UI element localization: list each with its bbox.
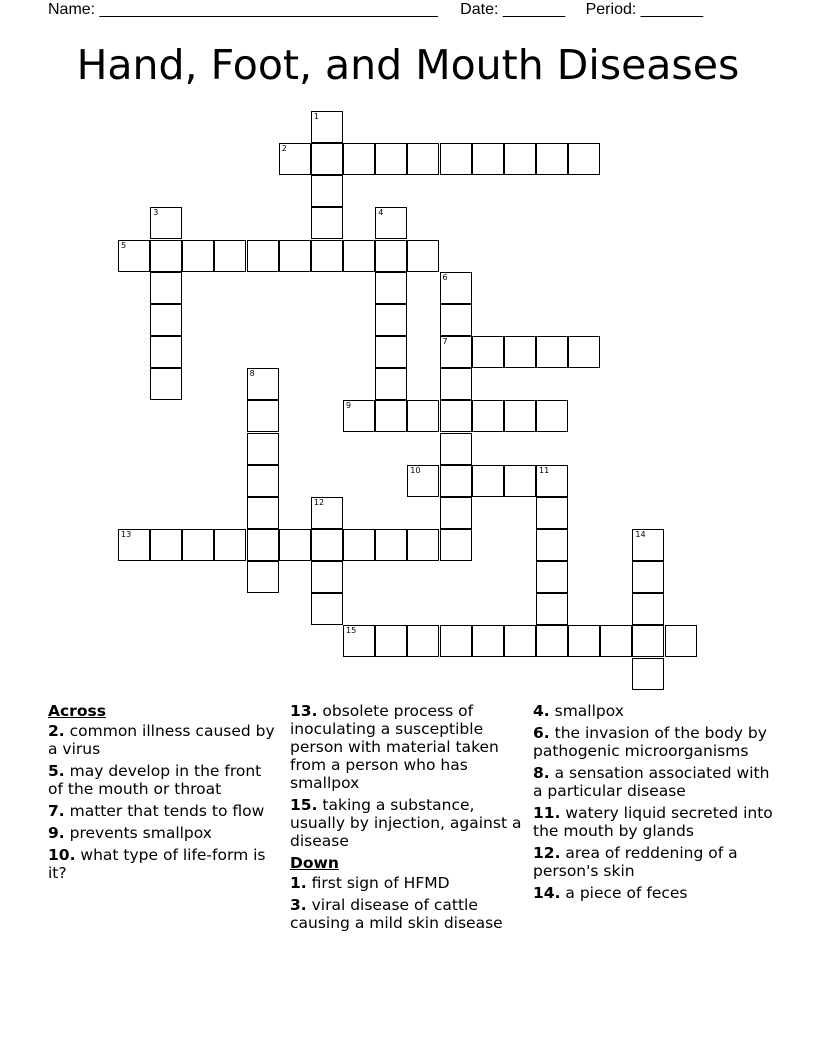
grid-cell[interactable] xyxy=(311,143,343,175)
clue-column-3 xyxy=(533,702,773,906)
cell-number: 2 xyxy=(281,144,287,154)
cell-number: 14 xyxy=(635,530,646,539)
grid-cell[interactable] xyxy=(440,625,472,657)
clue-down-11: 11. watery liquid secreted into the mouth by glands xyxy=(533,804,773,840)
grid-cell[interactable] xyxy=(504,625,536,657)
grid-cell[interactable] xyxy=(536,143,568,175)
cell-number: 11 xyxy=(539,465,550,475)
grid-cell[interactable] xyxy=(440,368,472,400)
grid-cell[interactable] xyxy=(407,400,439,432)
grid-cell[interactable] xyxy=(311,207,343,239)
grid-cell[interactable] xyxy=(407,529,439,561)
cell-number: 12 xyxy=(313,497,325,507)
cell-number: 10 xyxy=(410,465,421,475)
grid-cell[interactable] xyxy=(632,561,664,593)
grid-cell[interactable] xyxy=(247,400,279,432)
clue-across-7: 7. matter that tends to flow xyxy=(48,802,265,820)
grid-cell[interactable] xyxy=(536,529,568,561)
grid-cell[interactable] xyxy=(343,529,375,561)
clue-across-13: 13. obsolete process of inoculating a susceptible person with material taken from a person who has smallpox xyxy=(290,702,499,792)
grid-cell[interactable] xyxy=(536,336,568,368)
grid-cell[interactable] xyxy=(311,497,343,529)
grid-cell[interactable] xyxy=(472,400,504,432)
clue-down-12: 12. area of reddening of a person's skin xyxy=(533,844,738,880)
grid-cell[interactable] xyxy=(472,625,504,657)
grid-cell[interactable] xyxy=(407,240,439,272)
grid-cell[interactable] xyxy=(150,207,182,239)
grid-cell[interactable] xyxy=(150,529,182,561)
grid-cell[interactable] xyxy=(504,143,536,175)
cell-number: 9 xyxy=(346,401,352,411)
clue-across-15: 15. taking a substance, usually by injection, against a disease xyxy=(290,796,522,850)
grid-cell[interactable] xyxy=(440,304,472,336)
grid-cell[interactable] xyxy=(150,304,182,336)
cell-number: 8 xyxy=(249,369,255,379)
grid-cell[interactable] xyxy=(311,593,343,625)
cell-number: 15 xyxy=(346,626,357,636)
grid-cell[interactable] xyxy=(375,304,407,336)
grid-cell[interactable] xyxy=(536,497,568,529)
grid-cell[interactable] xyxy=(440,465,472,497)
grid-cell[interactable] xyxy=(343,143,375,175)
grid-cell[interactable] xyxy=(311,175,343,207)
grid-cell[interactable] xyxy=(182,529,214,561)
grid-cell[interactable] xyxy=(440,336,472,368)
grid-cell[interactable] xyxy=(536,593,568,625)
grid-cell[interactable] xyxy=(568,336,600,368)
grid-cell[interactable] xyxy=(440,497,472,529)
grid-cell[interactable] xyxy=(214,240,246,272)
grid-cell[interactable] xyxy=(504,400,536,432)
grid-cell[interactable] xyxy=(536,561,568,593)
grid-cell[interactable] xyxy=(536,625,568,657)
grid-cell[interactable] xyxy=(375,272,407,304)
cell-number: 6 xyxy=(442,272,448,282)
grid-cell[interactable] xyxy=(279,240,311,272)
grid-cell[interactable] xyxy=(247,368,279,400)
grid-cell[interactable] xyxy=(375,529,407,561)
clue-down-6: 6. the invasion of the body by pathogenic microorganisms xyxy=(533,724,767,760)
grid-cell[interactable] xyxy=(536,400,568,432)
grid-cell[interactable] xyxy=(440,143,472,175)
grid-cell[interactable] xyxy=(440,400,472,432)
grid-cell[interactable] xyxy=(536,465,568,497)
grid-cell[interactable] xyxy=(343,240,375,272)
grid-cell[interactable] xyxy=(472,336,504,368)
date-field-label[interactable]: Date: _______ xyxy=(460,1,566,18)
grid-cell[interactable] xyxy=(150,336,182,368)
clue-down-4: 4. smallpox xyxy=(533,702,624,720)
grid-cell[interactable] xyxy=(375,368,407,400)
grid-cell[interactable] xyxy=(375,240,407,272)
grid-cell[interactable] xyxy=(247,433,279,465)
clue-across-9: 9. prevents smallpox xyxy=(48,824,212,842)
across-heading: Across xyxy=(48,702,106,720)
grid-cell[interactable] xyxy=(150,240,182,272)
grid-cell[interactable] xyxy=(118,529,150,561)
grid-cell[interactable] xyxy=(247,240,279,272)
grid-cell[interactable] xyxy=(375,625,407,657)
grid-cell[interactable] xyxy=(343,625,375,657)
grid-cell[interactable] xyxy=(247,497,279,529)
grid-cell[interactable] xyxy=(632,593,664,625)
grid-cell[interactable] xyxy=(472,465,504,497)
grid-cell[interactable] xyxy=(665,625,697,657)
clue-column-1 xyxy=(48,702,278,886)
worksheet-header xyxy=(48,0,703,20)
grid-cell[interactable] xyxy=(311,111,343,143)
grid-cell[interactable] xyxy=(600,625,632,657)
grid-cell[interactable] xyxy=(504,336,536,368)
grid-cell[interactable] xyxy=(118,240,150,272)
grid-cell[interactable] xyxy=(311,561,343,593)
clue-down-3: 3. viral disease of cattle causing a mild skin disease xyxy=(290,896,503,932)
grid-cell[interactable] xyxy=(440,272,472,304)
clue-across-5: 5. may develop in the front of the mouth or throat xyxy=(48,762,262,798)
grid-cell[interactable] xyxy=(632,529,664,561)
grid-cell[interactable] xyxy=(247,561,279,593)
grid-cell[interactable] xyxy=(150,368,182,400)
grid-cell[interactable] xyxy=(568,625,600,657)
grid-cell[interactable] xyxy=(440,529,472,561)
grid-cell[interactable] xyxy=(279,529,311,561)
clue-down-1: 1. first sign of HFMD xyxy=(290,874,450,892)
grid-cell[interactable] xyxy=(407,625,439,657)
grid-cell[interactable] xyxy=(632,658,664,690)
grid-cell[interactable] xyxy=(311,529,343,561)
name-field-label[interactable]: Name: ______________________________________ xyxy=(48,1,438,18)
grid-cell[interactable] xyxy=(568,143,600,175)
grid-cell[interactable] xyxy=(343,400,375,432)
grid-cell[interactable] xyxy=(247,529,279,561)
clue-down-8: 8. a sensation associated with a particular disease xyxy=(533,764,770,800)
period-field-label[interactable]: Period: _______ xyxy=(585,1,704,18)
clue-across-2: 2. common illness caused by a virus xyxy=(48,722,275,758)
cell-number: 7 xyxy=(442,337,448,346)
grid-cell[interactable] xyxy=(375,143,407,175)
grid-cell[interactable] xyxy=(182,240,214,272)
puzzle-title: Hand, Foot, and Mouth Diseases xyxy=(76,41,740,89)
grid-cell[interactable] xyxy=(375,207,407,239)
down-heading: Down xyxy=(290,854,339,872)
clue-column-2 xyxy=(290,702,522,936)
clue-down-14: 14. a piece of feces xyxy=(533,884,688,902)
clue-across-10: 10. what type of life-form is it? xyxy=(48,846,266,882)
grid-cell[interactable] xyxy=(472,143,504,175)
grid-cell[interactable] xyxy=(407,465,439,497)
grid-cell[interactable] xyxy=(247,465,279,497)
grid-cell[interactable] xyxy=(214,529,246,561)
grid-cell[interactable] xyxy=(440,433,472,465)
cell-number: 4 xyxy=(378,208,384,218)
cell-number: 5 xyxy=(121,240,127,250)
grid-cell[interactable] xyxy=(504,465,536,497)
grid-cell[interactable] xyxy=(375,400,407,432)
grid-cell[interactable] xyxy=(407,143,439,175)
grid-cell[interactable] xyxy=(375,336,407,368)
cell-number: 3 xyxy=(153,208,159,218)
grid-cell[interactable] xyxy=(150,272,182,304)
grid-cell[interactable] xyxy=(311,240,343,272)
grid-cell[interactable] xyxy=(632,625,664,657)
grid-cell[interactable] xyxy=(279,143,311,175)
cell-number: 13 xyxy=(121,530,132,539)
cell-number: 1 xyxy=(313,112,319,121)
